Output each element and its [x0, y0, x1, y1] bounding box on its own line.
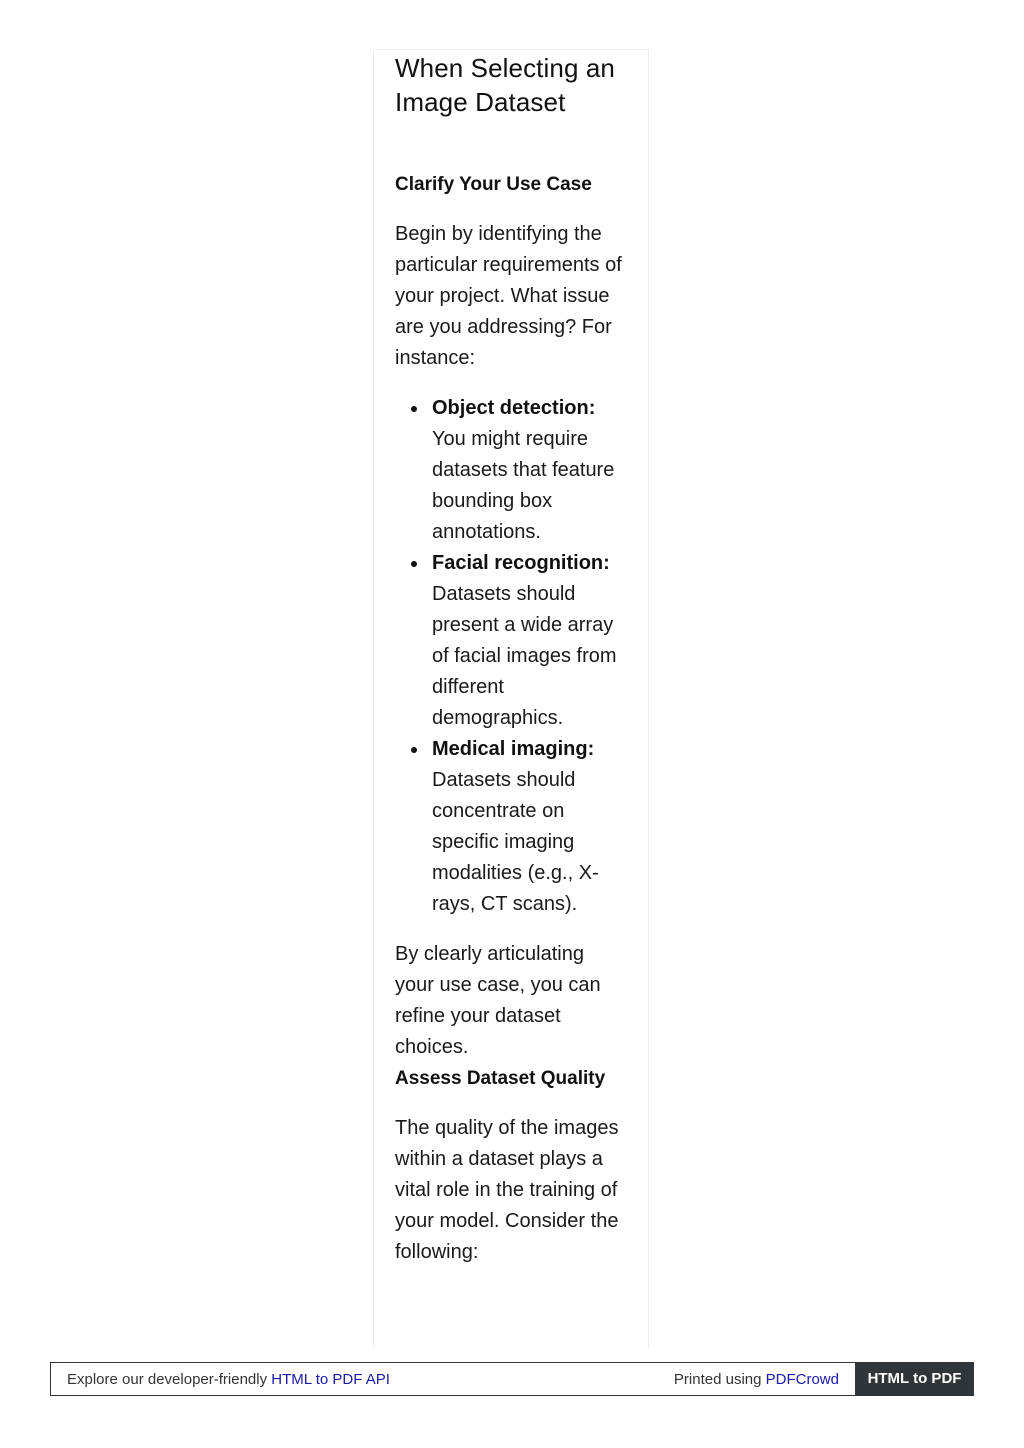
article-content [395, 50, 627, 1268]
pdf-footer-bar [50, 1362, 974, 1396]
pdfcrowd-link[interactable]: PDFCrowd [765, 1371, 839, 1388]
heading-assess-quality: Assess Dataset Quality [395, 1068, 606, 1089]
paragraph-quality-intro: The quality of the images within a dataset plays a vital role in the training of your model. Consider the following: [395, 1117, 619, 1263]
term-medical-imaging: Medical imaging: [432, 738, 595, 760]
bullet-icon [411, 406, 417, 412]
term-object-detection: Object detection: [432, 397, 596, 419]
article-column [373, 49, 649, 1349]
footer-printed-text: Printed using [673, 1371, 762, 1388]
article-title: When Selecting an Image Dataset [395, 53, 615, 117]
heading-clarify-use-case: Clarify Your Use Case [395, 174, 592, 195]
list-item-object-detection [395, 393, 627, 548]
footer-printed [674, 1371, 839, 1388]
term-facial-recognition: Facial recognition: [432, 552, 610, 574]
desc-facial-recognition: Datasets should present a wide array of facial images from different demographics. [432, 583, 617, 729]
paragraph-use-case-intro: Begin by identifying the particular requirements of your project. What issue are you addressing? For instance: [395, 223, 622, 369]
use-case-list [395, 393, 627, 920]
html-to-pdf-api-link[interactable]: HTML to PDF API [271, 1371, 390, 1388]
bullet-icon [411, 747, 417, 753]
paragraph-use-case-conclusion: By clearly articulating your use case, you can refine your dataset choices. [395, 943, 601, 1058]
bullet-icon [411, 561, 417, 567]
html-to-pdf-button[interactable]: HTML to PDF [855, 1362, 974, 1396]
list-item-facial-recognition [395, 548, 627, 734]
list-item-medical-imaging [395, 734, 627, 920]
desc-object-detection: You might require datasets that feature bounding box annotations. [432, 428, 615, 543]
footer-explore [67, 1371, 390, 1388]
desc-medical-imaging: Datasets should concentrate on specific imaging modalities (e.g., X-rays, CT scans). [432, 769, 599, 915]
footer-explore-text: Explore our developer-friendly [67, 1371, 268, 1388]
